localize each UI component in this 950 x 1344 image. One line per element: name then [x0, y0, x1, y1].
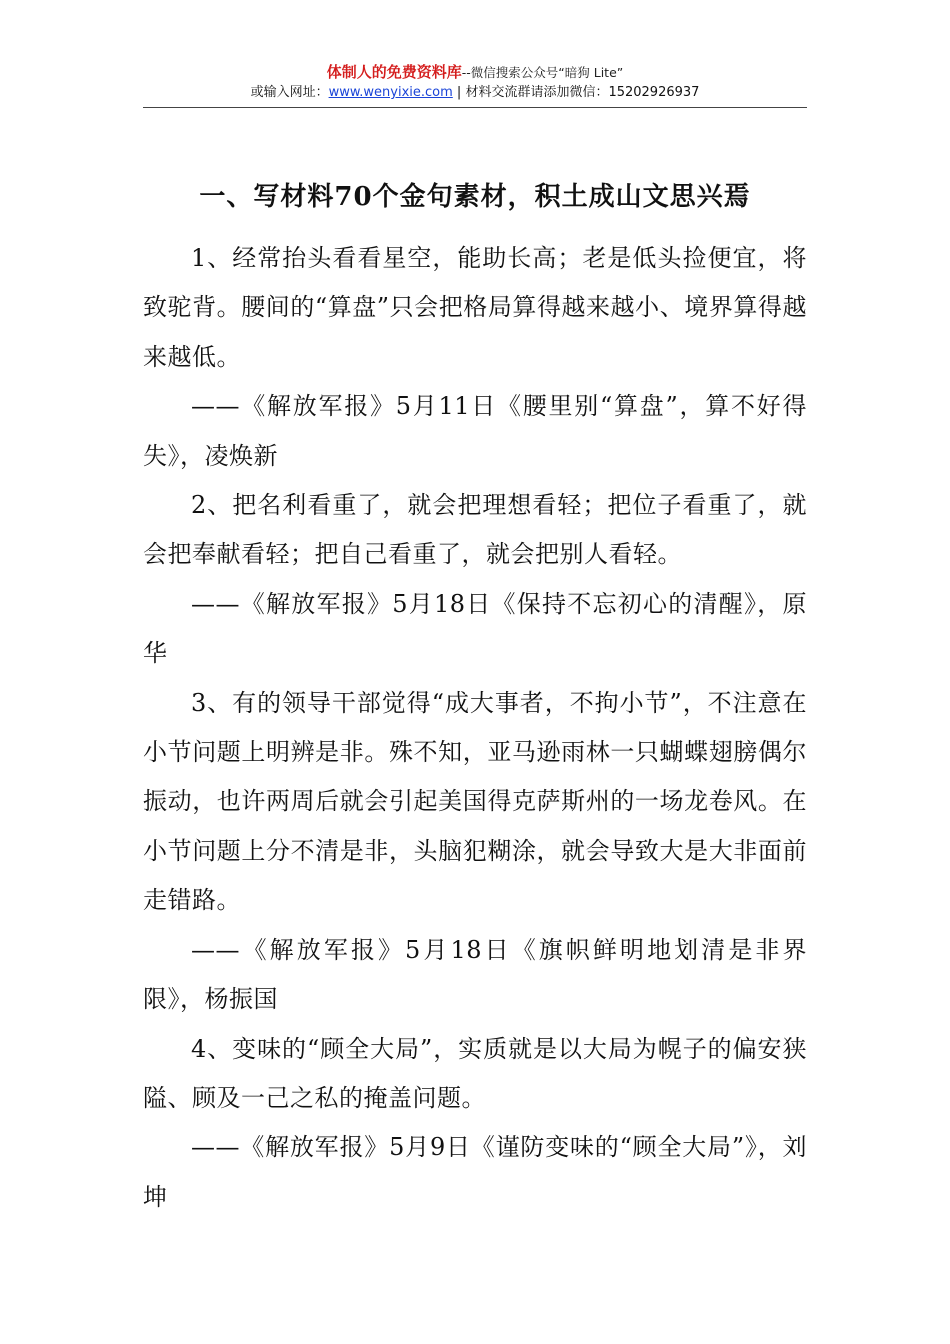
header-divider	[143, 107, 807, 108]
paragraph-quote-1: 1、经常抬头看看星空，能助长高；老是低头捡便宜，将致驼背。腰间的“算盘”只会把格局算得越来越小、境界算得越来越低。	[143, 244, 807, 371]
document-title: 一、写材料70个金句素材，积土成山文思兴焉	[199, 182, 751, 212]
paragraph-source-4: ——《解放军报》5月9日《谨防变味的“顾全大局”》，刘坤	[143, 1133, 807, 1211]
document-body	[143, 168, 807, 1222]
paragraph-quote-2: 2、把名利看重了，就会把理想看轻；把位子看重了，就会把奉献看轻；把自己看重了，就会把别人看轻。	[143, 491, 807, 569]
paragraph-source-3: ——《解放军报》5月18日《旗帜鲜明地划清是非界限》，杨振国	[143, 935, 807, 1014]
paragraph-source-1: ——《解放军报》5月11日《腰里别“算盘”，算不好得失》，凌焕新	[143, 392, 807, 470]
paragraph-quote-3: 3、有的领导干部觉得“成大事者，不拘小节”，不注意在小节问题上明辨是非。殊不知，亚马逊雨林一只蝴蝶翅膀偶尔振动，也许两周后就会引起美国得克萨斯州的一场龙卷风。在小节问题上分不清是非，头脑犯糊涂，就会导致大是大非面前走错路。	[143, 688, 807, 915]
paragraph-source-2: ——《解放军报》5月18日《保持不忘初心的清醒》，原华	[143, 589, 807, 668]
header-line-1	[143, 62, 807, 83]
page-header	[143, 62, 807, 103]
contact-info: | 材料交流群请添加微信：15202926937	[452, 85, 700, 100]
header-subtitle: --微信搜索公众号“暗狗 Lite”	[461, 65, 624, 80]
header-line-2	[143, 83, 807, 103]
website-link[interactable]: www.wenyixie.com	[328, 85, 453, 100]
url-prefix: 或输入网址：	[250, 85, 329, 100]
paragraph-quote-4: 4、变味的“顾全大局”，实质就是以大局为幌子的偏安狭隘、顾及一己之私的掩盖问题。	[143, 1034, 807, 1112]
brand-name: 体制人的免费资料库	[326, 63, 462, 81]
